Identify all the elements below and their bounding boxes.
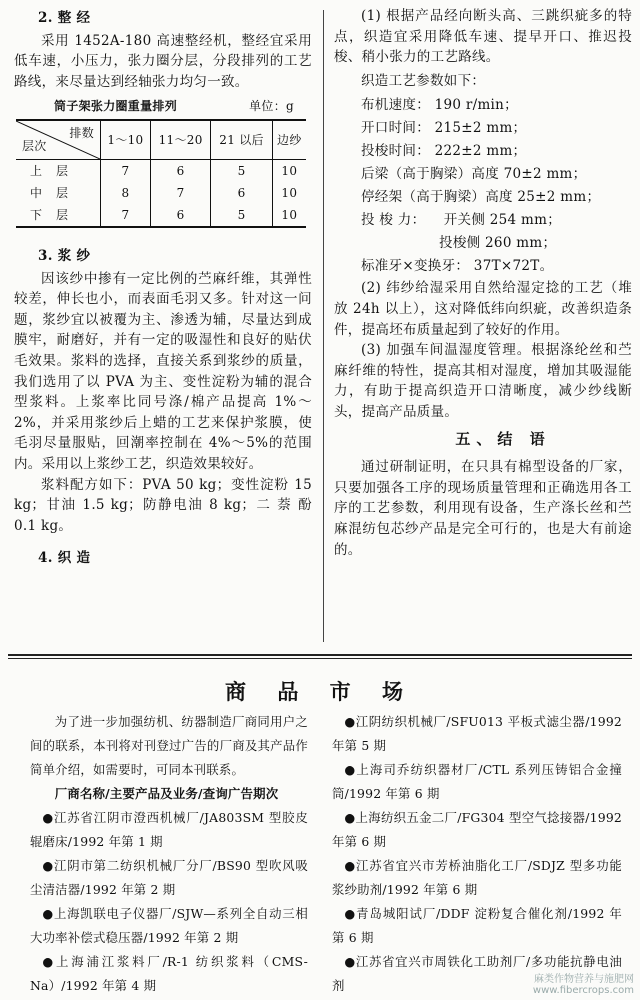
market-title: 商 品 市 场 (225, 679, 415, 704)
weaving-point-3: (3) 加强车间温湿度管理。根据涤纶丝和苎麻纤维的特性，提高其相对湿度，增加其吸湿能力，有助于提高织造开口清晰度，减少纱线断头，提高产品质量。 (334, 342, 632, 420)
table-cell: 5 (211, 204, 272, 227)
watermark-url: www.fibercrops.com (532, 985, 634, 996)
weaving-point-1: (1) 根据产品经向断头高、三跳织疵多的特点，织造宜采用降低车速、提早开口、推迟投梭、稍小张力的工艺路线。 (334, 8, 632, 66)
sizing-paragraph: 因该纱中掺有一定比例的苎麻纤维，其弹性较差，伸长也小，而表面毛羽又多。针对这一问题，浆纱宜以被覆为主、渗透为辅，尽量达到成膜牢，耐磨好，并有一定的吸湿性和良好的贴伏毛效果。浆料的选择，直接关系到浆纱的质量，我们选用了以 PVA 为主、变性淀粉为辅的混合型浆料。上浆率比同号涤/棉产品提高 1%～2%，并采用浆纱后上蜡的工艺来保护浆膜，使毛羽尽量服贴，回潮率控制在 4%～5%的范围内。采用以上浆纱工艺，织造效果较好。 (14, 270, 312, 472)
table-cell: 5 (211, 159, 272, 182)
section-heading-weaving: 4. 织 造 (38, 550, 91, 567)
param-line: 停经架（高于胸梁）高度 25±2 mm； (361, 189, 601, 206)
list-item: ● 青岛城阳试厂/DDF 淀粉复合催化剂/1992 年第 6 期 (332, 902, 622, 950)
table-unit: 单位：g (249, 99, 294, 114)
section-heading-conclusion: 五、结 语 (455, 429, 551, 448)
list-item: ● 江阴市第二纺织机械厂分厂/BS90 型吹风吸尘清洁器/1992 年第 2 期 (30, 854, 308, 902)
table-cell: 6 (211, 182, 272, 204)
table-row (16, 204, 306, 227)
table-row (16, 159, 306, 182)
params-intro: 织造工艺参数如下： (361, 72, 486, 89)
list-item: ● 江阴纺织机械厂/SFU013 平板式滤尘器/1992 年第 5 期 (332, 710, 622, 758)
table-cell: 10 (272, 182, 306, 204)
list-item: ● 江苏省宜兴市周铁化工助剂厂/多功能抗静电油剂 (332, 950, 622, 998)
table-caption-row (14, 96, 312, 117)
tension-ring-table (16, 119, 306, 228)
param-line: 投梭侧 260 mm； (361, 235, 557, 252)
list-item: ● 上海纺织五金二厂/FG304 型空气捻接器/1992 年第 6 期 (332, 806, 622, 854)
table-header-row (16, 120, 306, 160)
table-cell: 10 (272, 159, 306, 182)
row-label: 下层 (30, 207, 83, 222)
column-header: 边纱 (272, 120, 306, 160)
right-column (334, 6, 632, 560)
weaving-point-2: (2) 纬纱给湿采用自然给湿定捻的工艺（堆放 24h 以上），这对降低纬向织疵，改善织造条件，提高坯布质量起到了较好的作用。 (334, 280, 632, 338)
watermark-line: 麻类作物营养与施肥网 (534, 974, 634, 985)
market-list-header: 厂商名称/主要产品及业务/查询广告期次 (54, 786, 279, 801)
table-cell: 6 (150, 204, 211, 227)
list-item: ● 江苏省宜兴市芳桥油脂化工厂/SDJZ 型多功能浆纱助剂/1992 年第 6 期 (332, 854, 622, 902)
param-line: 标准牙×变换牙： 37T×72T。 (361, 258, 554, 275)
param-line: 投梭时间： 222±2 mm； (361, 143, 527, 160)
corner-label-rows: 层次 (22, 139, 47, 154)
table-corner-cell (16, 120, 101, 160)
row-label: 上层 (30, 163, 83, 178)
table-cell: 10 (272, 204, 306, 227)
section-heading-sizing: 3. 浆 纱 (38, 247, 91, 264)
table-cell: 7 (101, 204, 151, 227)
param-line: 开口时间： 215±2 mm； (361, 120, 527, 137)
corner-label-columns: 排数 (69, 125, 94, 140)
market-intro: 为了进一步加强纺机、纺器制造厂商同用户之间的联系，本刊将对刊登过广告的厂商及其产品作简单介绍，如需要时，可同本刊联系。 (30, 714, 308, 777)
section-heading-warping: 2. 整 经 (38, 10, 91, 26)
table-row (16, 182, 306, 204)
param-line: 投 梭 力： 开关侧 254 mm； (361, 212, 561, 229)
section-divider (8, 654, 632, 656)
table-cell: 7 (101, 159, 151, 182)
market-right-column (332, 710, 622, 998)
list-item: ● 上海司乔纺织器材厂/CTL 系列压铸铝合金撞筒/1992 年第 6 期 (332, 758, 622, 806)
params-list (334, 94, 632, 278)
warping-paragraph: 采用 1452A-180 高速整经机，整经宜采用低车速，小压力，张力圈分层，分段排列的工艺路线，来尽量达到经轴张力均匀一致。 (14, 32, 312, 90)
size-recipe-paragraph: 浆料配方如下：PVA 50 kg；变性淀粉 15 kg；甘油 1.5 kg；防静电油 8 kg；二 萘 酚 0.1 kg。 (14, 476, 312, 534)
market-left-column (30, 710, 308, 998)
column-header: 1～10 (101, 120, 151, 160)
list-item: ● 上海浦江浆料厂/R-1 纺织浆料（CMS-Na）/1992 年第 4 期 (30, 950, 308, 998)
table-caption: 筒子架张力圈重量排列 (54, 99, 178, 114)
table-cell: 8 (101, 182, 151, 204)
list-item: ● 江苏省江阴市澄西机械厂/JA803SM 型胶皮辊磨床/1992 年第 1 期 (30, 806, 308, 854)
conclusion-paragraph: 通过研制证明，在只具有棉型设备的厂家，只要加强各工序的现场质量管理和正确选用各工序的工艺参数，利用现有设备，生产涤长丝和苎麻混纺包芯纱产品是完全可行的，也是大有前途的。 (334, 459, 632, 558)
column-divider (323, 10, 324, 642)
table-cell: 6 (150, 159, 211, 182)
row-label: 中层 (30, 185, 83, 200)
list-item: ● 上海凯联电子仪器厂/SJW—系列全自动三相大功率补偿式稳压器/1992 年第 2 期 (30, 902, 308, 950)
column-header: 21 以后 (211, 120, 272, 160)
left-column (14, 6, 312, 571)
param-line: 后梁（高于胸梁）高度 70±2 mm； (361, 166, 587, 183)
section-divider-thin (8, 658, 632, 659)
column-header: 11～20 (150, 120, 211, 160)
param-line: 布机速度： 190 r/min； (361, 97, 518, 114)
table-cell: 7 (150, 182, 211, 204)
watermark (533, 974, 634, 996)
